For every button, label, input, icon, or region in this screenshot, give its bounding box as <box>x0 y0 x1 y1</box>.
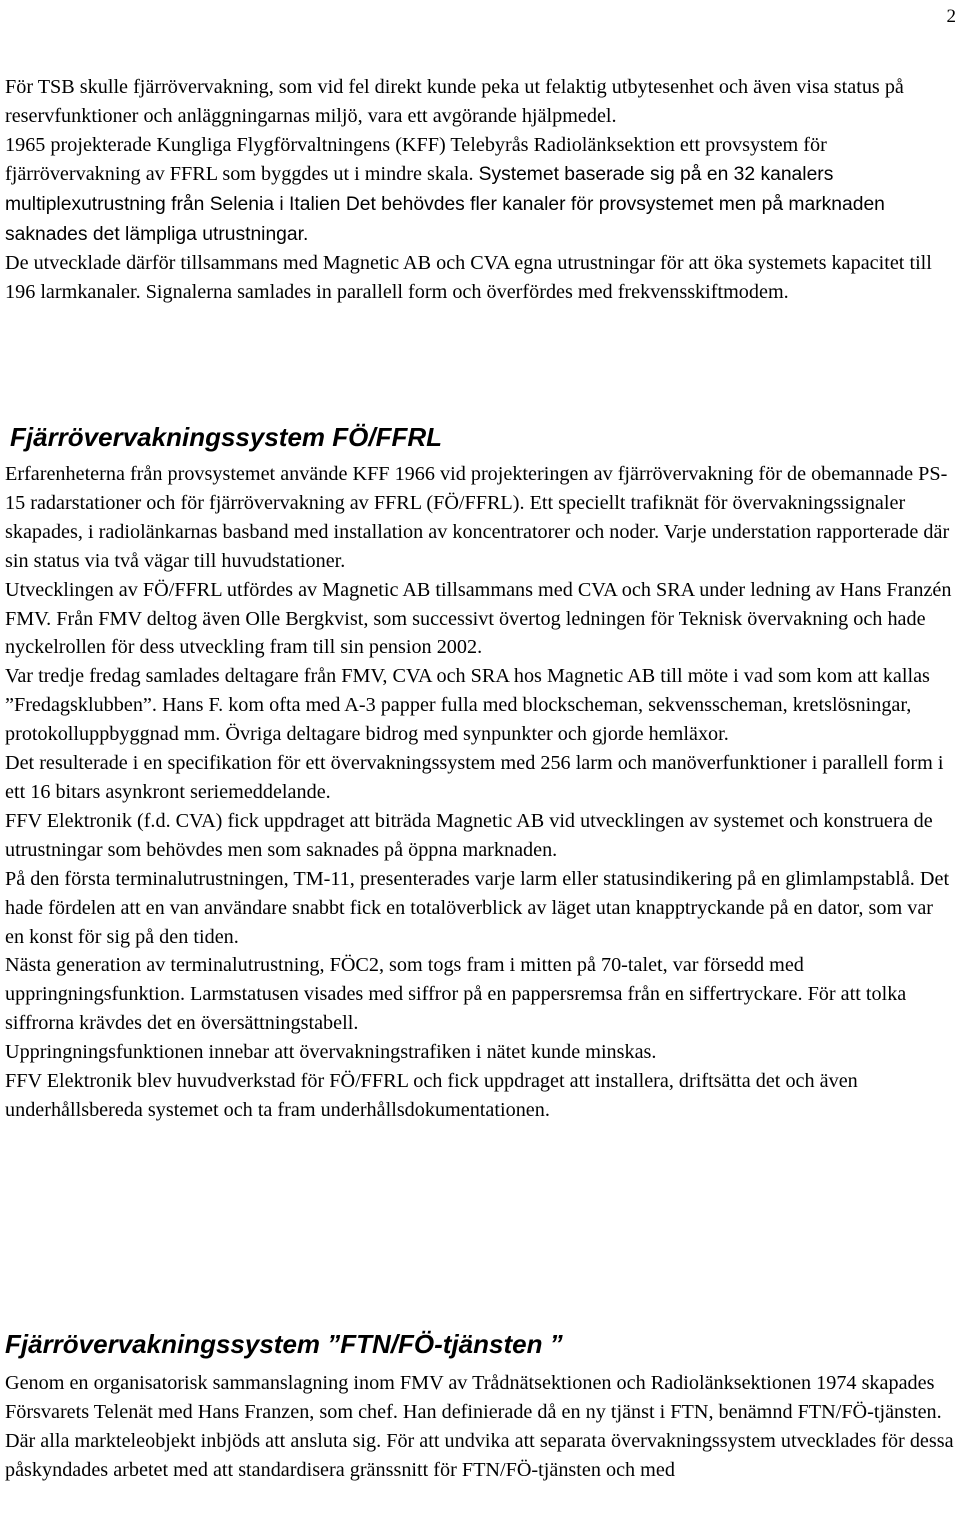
intro-section <box>5 73 957 307</box>
document-body <box>5 73 957 1481</box>
page-number: 2 <box>946 6 956 27</box>
paragraph-sammanslagning: Genom en organisatorisk sammanslagning inom FMV av Trådnätsektionen och Radiolänksektionen 1974 skapades Försvarets Telenät med Hans Franzen, som chef. Han definierade då en ny tjänst i FTN, benämnd FTN/FÖ-tjänsten. Där alla markteleobjekt inbjöds att ansluta sig. För att undvika att separata övervakningssystem utvecklades för dessa påskyndades arbetet med att standardisera gränssnitt för FTN/FÖ-tjänsten och med <box>5 1372 954 1481</box>
paragraph-tm11: På den första terminalutrustningen, TM-11, presenterades varje larm eller statusindikering på en glimlampstablå. Det hade fördelen att en van användare snabbt fick en totalöverblick av läget utan knapptryckande på en dator, som var en konst för sig på den tiden. <box>5 867 950 948</box>
paragraph-fredagsklubben: Var tredje fredag samlades deltagare från FMV, CVA och SRA hos Magnetic AB till möte i vad som kom att kallas ”Fredagsklubben”. Hans F. kom ofta med A-3 papper fulla med blockscheman, sekvensscheman, kretslösningar, protokolluppbyggnad mm. Övriga deltagare bidrog med synpunkter och gjorde hemläxor. <box>5 665 930 746</box>
paragraph-erfarenheterna: Erfarenheterna från provsystemet använde KFF 1966 vid projekteringen av fjärrövervakning för de obemannade PS-15 radarstationer och för fjärrövervakning av FFRL (FÖ/FFRL). Ett speciellt trafiknät för övervakningssignaler skapades, i radiolänkarnas basband med installation av koncentratorer och noder. Varje understation rapporterade där sin status via två vägar till huvudstationer. <box>5 463 950 572</box>
fo-ffrl-section <box>5 460 957 1125</box>
paragraph-huvudverkstad: FFV Elektronik blev huvudverkstad för FÖ/FFRL och fick uppdraget att installera, driftsätta det och även underhållsbereda systemet och ta fram underhållsdokumentationen. <box>5 1070 858 1121</box>
paragraph-foc2: Nästa generation av terminalutrustning, FÖC2, som togs fram i mitten på 70-talet, var försedd med uppringningsfunktion. Larmstatusen visades med siffror på en pappersremsa från en siffertryckare. För att tolka siffrorna krävdes det en översättningstabell. <box>5 954 907 1035</box>
paragraph-specifikation: Det resulterade i en specifikation för ett övervakningssystem med 256 larm och manöverfunktioner i parallell form i ett 16 bitars asynkront seriemeddelande. <box>5 752 944 803</box>
paragraph-magnetic-cva: De utvecklade därför tillsammans med Magnetic AB och CVA egna utrustningar för att öka systemets kapacitet till 196 larmkanaler. Signalerna samlades in parallell form och överfördes med frekvensskiftmodem. <box>5 252 932 304</box>
paragraph-uppringning: Uppringningsfunktionen innebar att övervakningstrafiken i nätet kunde minskas. <box>5 1041 657 1064</box>
paragraph-utvecklingen: Utvecklingen av FÖ/FFRL utfördes av Magnetic AB tillsammans med CVA och SRA under ledning av Hans Franzén FMV. Från FMV deltog även Olle Bergkvist, som successivt övertog ledningen för Teknisk övervakning och hade nyckelrollen för dess utveckling fram till sin pension 2002. <box>5 578 952 659</box>
paragraph-selenia: Systemet baserade sig på en 32 kanalers multiplexutrustning från Selenia i Italien Det behövdes fler kanaler för provsystemet men på marknaden saknades det lämpliga utrustningar. <box>5 163 885 245</box>
paragraph-1965-serif: 1965 projekterade Kungliga Flygförvaltningens (KFF) Telebyrås Radiolänksektion ett provsystem för fjärrövervakning av FFRL som byggdes ut i mindre skala. <box>5 133 827 185</box>
ftn-fo-section <box>5 1369 957 1485</box>
paragraph-ffv-elektronik: FFV Elektronik (f.d. CVA) fick uppdraget att biträda Magnetic AB vid utvecklingen av systemet och konstruera de utrustningar som behövdes men som saknades på öppna marknaden. <box>5 809 933 861</box>
heading-fo-ffrl: Fjärrövervakningssystem FÖ/FFRL <box>10 422 443 452</box>
heading-ftn-fo: Fjärrövervakningssystem ”FTN/FÖ-tjänsten ” <box>5 1329 563 1359</box>
paragraph-tsb: För TSB skulle fjärrövervakning, som vid fel direkt kunde peka ut felaktig utbytesenhet och även visa status på reservfunktioner och anläggningarnas miljö, vara ett avgörande hjälpmedel. <box>5 76 904 127</box>
paragraph-1965 <box>5 131 957 250</box>
